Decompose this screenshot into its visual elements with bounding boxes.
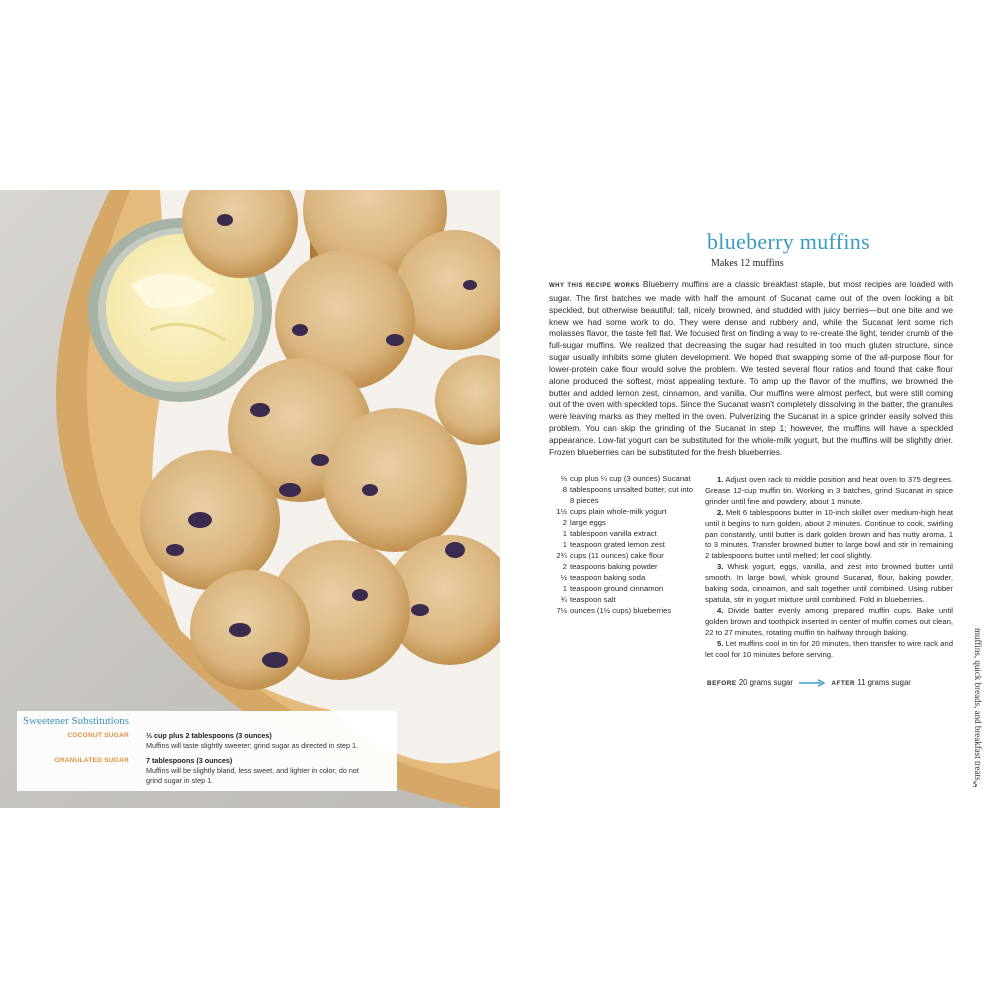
ingredient-item bbox=[549, 605, 699, 616]
ingredient-item bbox=[549, 517, 699, 528]
step-number: 5. bbox=[717, 638, 724, 648]
ingredient-text: ounces (1½ cups) blueberries bbox=[570, 606, 672, 615]
step-text: Divide batter evenly among prepared muffin cups. Bake until golden brown and toothpick inserted in center of muffin comes out clean, 22 to 27 minutes, rotating muffin tin halfway through baking. bbox=[705, 605, 953, 637]
step-number: 1. bbox=[717, 475, 724, 484]
why-label: WHY THIS RECIPE WORKS bbox=[549, 283, 640, 289]
ingredient-item bbox=[549, 561, 699, 572]
before-label: BEFORE bbox=[707, 680, 737, 687]
after-label: AFTER bbox=[831, 680, 856, 687]
ingredient-item bbox=[549, 572, 699, 583]
muffins-photo bbox=[0, 190, 500, 808]
step-number: 3. bbox=[717, 562, 724, 572]
step-number: 2. bbox=[717, 507, 724, 517]
sugar-comparison bbox=[707, 678, 911, 687]
ingredient-item bbox=[549, 484, 699, 506]
ingredient-item bbox=[549, 550, 699, 561]
ingredient-text: teaspoon grated lemon zest bbox=[570, 540, 665, 549]
ingredient-item bbox=[549, 528, 699, 539]
why-text: Blueberry muffins are a classic breakfast staple, but most recipes are loaded with sugar. The first batches we made with half the amount of Sucanat came out of the oven looking a bit speckled, but otherwise beautiful: tall, nicely browned, and studded with juicy berries—but one bite and we knew we had some work to do. They were dense and rubbery and, while the Sucanat lent some rich molasses flavor, the taste fell flat. We focused first on finding a way to re-create the light, tender crumb of the full-sugar muffins. We realized that decreasing the sugar had resulted in too much gluten structure, since sugar usually inhibits some gluten development. We hoped that swapping some of the all-purpose flour for lower-protein cake flour would solve the problem. We tested several flour ratios and found that cake flour alone produced the softest, most appealing texture. To amp up the flavor of the muffins, we browned the butter and added lemon zest, cinnamon, and vanilla. Our muffins were almost perfect, but were still coming out of the oven with speckled tops. Since the Sucanat wasn't completely dissolving in the batter, the granules were leaving marks as they melted in the oven. Pulverizing the Sucanat in a spice grinder easily solved this problem. You can skip the grinding of the Sucanat in step 1; however, the muffins will have a speckled appearance. Low-fat yogurt can be substituted for the whole-milk yogurt, but the muffins will be slightly drier. Frozen blueberries can be substituted for the fresh blueberries. bbox=[549, 279, 953, 457]
step-text: Melt 6 tablespoons butter in 10-inch skillet over medium-high heat until it begins to turn golden, about 2 minutes. Continue to cook, swirling pan constantly, until butter is dark golden brown and has nutty aroma, 1 to 3 minutes. Transfer browned butter to large bowl and stir in remaining 2 tablespoons butter until melted; let cool slightly. bbox=[705, 507, 953, 561]
step-text: Adjust oven rack to middle position and heat oven to 375 degrees. Grease 12-cup muffin tin. Working in 3 batches, grind Sucanat in spice grinder until fine and powdery, about 1 minute. bbox=[705, 475, 953, 506]
ingredient-quantity: 1 bbox=[562, 584, 567, 593]
substitutions-title: Sweetener Substitutions bbox=[23, 715, 130, 727]
ingredient-text: teaspoons baking powder bbox=[570, 562, 658, 571]
ingredient-quantity: 1 bbox=[562, 540, 567, 549]
ingredient-item bbox=[549, 539, 699, 550]
page-number: 5 bbox=[973, 780, 977, 789]
substitution-note: Muffins will be slightly bland, less sweet, and lighter in color; do not grind sugar in step 1. bbox=[146, 766, 359, 785]
ingredient-text: teaspoon baking soda bbox=[570, 573, 646, 582]
ingredient-text: large eggs bbox=[570, 518, 606, 527]
substitution-amount: 7 tablespoons (3 ounces) bbox=[146, 756, 233, 765]
ingredient-text: cup plus ¼ cup (3 ounces) Sucanat bbox=[570, 474, 691, 483]
ingredient-text: tablespoon vanilla extract bbox=[570, 529, 657, 538]
method-step bbox=[705, 606, 953, 639]
ingredient-quantity: 1½ bbox=[556, 507, 567, 516]
sweetener-substitutions-box bbox=[17, 711, 397, 791]
method-step bbox=[705, 475, 953, 508]
substitution-label: GRANULATED SUGAR bbox=[54, 757, 129, 764]
after-value: 11 grams sugar bbox=[857, 678, 911, 687]
ingredient-text: tablespoons unsalted butter, cut into 8 pieces bbox=[570, 485, 694, 505]
ingredient-text: teaspoon salt bbox=[570, 595, 616, 604]
ingredient-quantity: ⅓ bbox=[560, 474, 567, 483]
step-text: Let muffins cool in tin for 20 minutes, then transfer to wire rack and let cool for 10 minutes before serving. bbox=[705, 638, 953, 659]
ingredient-quantity: 8 bbox=[562, 485, 567, 494]
recipe-yield: Makes 12 muffins bbox=[711, 258, 784, 269]
ingredient-quantity: 7½ bbox=[556, 606, 567, 615]
ingredient-quantity: 2 bbox=[562, 562, 567, 571]
ingredient-list bbox=[549, 473, 699, 616]
ingredient-quantity: ¾ bbox=[560, 595, 567, 604]
ingredient-item bbox=[549, 594, 699, 605]
ingredient-quantity: 2 bbox=[562, 518, 567, 527]
ingredient-item bbox=[549, 506, 699, 517]
substitution-note: Muffins will taste slightly sweeter; grind sugar as directed in step 1. bbox=[146, 741, 358, 750]
ingredient-text: cups (11 ounces) cake flour bbox=[570, 551, 664, 560]
method-step bbox=[705, 639, 953, 661]
ingredient-quantity: 2¾ bbox=[556, 551, 567, 560]
ingredient-quantity: 1 bbox=[562, 529, 567, 538]
running-head-text: muffins, quick breads, and breakfast treats bbox=[973, 628, 983, 781]
step-text: Whisk yogurt, eggs, vanilla, and zest into browned butter until smooth. In large bowl, whisk ground Sucanat, flour, baking powder, baking soda, cinnamon, and salt together until combined. Using rubber spatula, stir in yogurt mixture until combined. Fold in blueberries. bbox=[705, 562, 953, 604]
ingredient-item bbox=[549, 583, 699, 594]
recipe-title: blueberry muffins bbox=[707, 229, 870, 254]
ingredient-item bbox=[549, 473, 699, 484]
before-value: 20 grams sugar bbox=[738, 678, 793, 687]
method-step bbox=[705, 508, 953, 563]
running-head bbox=[973, 628, 983, 793]
substitution-amount: ⅓ cup plus 2 tablespoons (3 ounces) bbox=[146, 731, 272, 740]
ingredient-text: teaspoon ground cinnamon bbox=[570, 584, 664, 593]
substitution-label: COCONUT SUGAR bbox=[67, 732, 129, 739]
arrow-right-icon bbox=[799, 679, 825, 687]
method-step bbox=[705, 562, 953, 606]
step-number: 4. bbox=[717, 605, 724, 615]
why-this-recipe-works bbox=[549, 279, 953, 459]
ingredient-text: cups plain whole-milk yogurt bbox=[570, 507, 667, 516]
ingredient-quantity: ½ bbox=[560, 573, 567, 582]
method-steps bbox=[705, 475, 953, 660]
